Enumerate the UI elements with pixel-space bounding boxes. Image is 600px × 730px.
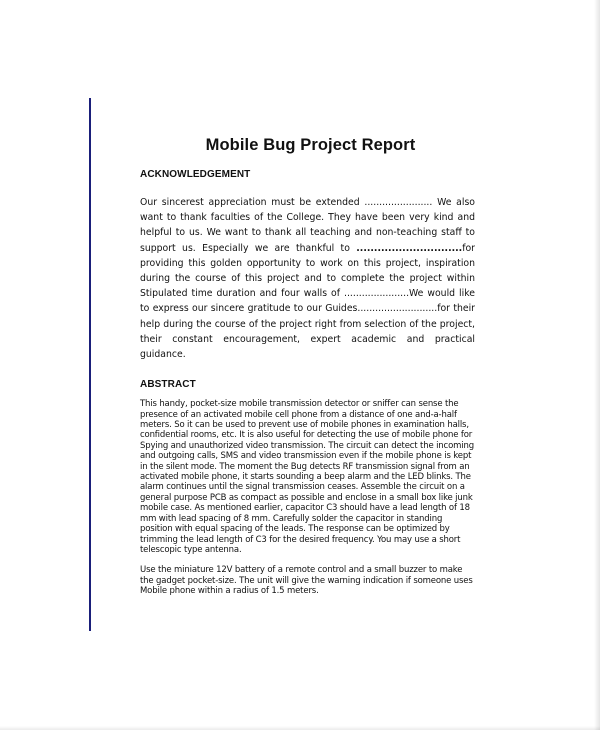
acknowledgement-heading: ACKNOWLEDGEMENT bbox=[140, 169, 251, 180]
abstract-paragraph-1: This handy, pocket-size mobile transmission detector or sniffer can sense the presence of an activated mobile cell phone from a distance of one and-a-half meters. So it can be used to prevent use of mobile phones in examination halls, confidential rooms, etc. It is also useful for detecting the use of mobile phone for Spying and unauthorized video transmission. The circuit can detect the incoming and outgoing calls, SMS and video transmission even if the mobile phone is kept in the silent mode. The moment the Bug detects RF transmission signal from an activated mobile phone, it starts sounding a beep alarm and the LED blinks. The alarm continues until the signal transmission ceases. Assemble the circuit on a general purpose PCB as compact as possible and enclose in a small box like junk mobile case. As mentioned earlier, capacitor C3 should have a lead length of 18 mm with lead spacing of 8 mm. Carefully solder the capacitor in standing position with equal spacing of the leads. The response can be optimized by trimming the lead length of C3 for the desired frequency. You may use a short telescopic type antenna. bbox=[140, 399, 474, 555]
acknowledgement-text-2: for providing this golden opportunity to work on this project, inspiration during the course of this project and to complete the project within Stipulated time duration and four walls of ......................We would like to express our sincere gratitude to our Guides...........................for their help during the course of the project right from selection of the project, their constant encouragement, expert academic and practical guidance. bbox=[140, 242, 475, 361]
page-shadow-bottom bbox=[0, 726, 600, 730]
abstract-heading: ABSTRACT bbox=[140, 379, 196, 391]
page-title: Mobile Bug Project Report bbox=[205, 136, 416, 154]
acknowledgement-blank: .............................. bbox=[356, 242, 463, 254]
document-content bbox=[140, 136, 475, 607]
page-shadow-right bbox=[594, 0, 600, 730]
acknowledgement-paragraph bbox=[140, 195, 475, 362]
acknowledgement-text-1: Our sincerest appreciation must be extended ....................... We also want to thank faculties of the College. They have been very kind and helpful to us. We want to thank all teaching and non-teaching staff to support us. Especially we are thankful to bbox=[140, 197, 475, 254]
margin-line bbox=[89, 98, 91, 631]
abstract-paragraph-2: Use the miniature 12V battery of a remote control and a small buzzer to make the gadget pocket-size. The unit will give the warning indication if someone uses Mobile phone within a radius of 1.5 meters. bbox=[140, 565, 473, 597]
